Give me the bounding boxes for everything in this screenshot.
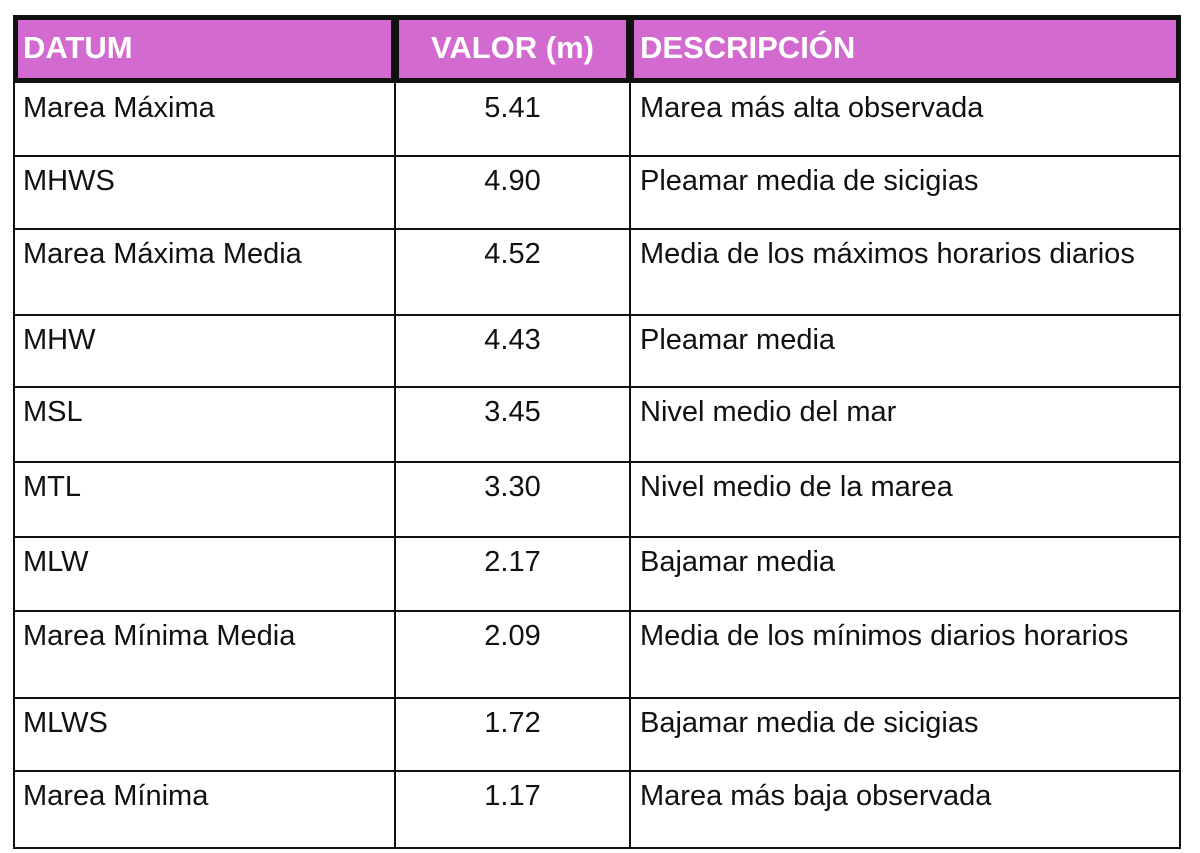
table-row: [13, 387, 1181, 462]
cell-valor: 1.17: [484, 780, 541, 812]
cell-datum: MHW: [23, 324, 96, 356]
cell-valor: 4.90: [484, 165, 541, 197]
table-row: [13, 83, 1181, 156]
header-border-left: [13, 15, 18, 83]
table-row: [13, 771, 1181, 848]
row-divider: [13, 697, 1181, 699]
cell-valor: 2.09: [484, 620, 541, 652]
column-divider-2: [629, 83, 631, 848]
cell-descripcion: Pleamar media: [640, 324, 836, 356]
row-divider: [13, 228, 1181, 230]
row-divider: [13, 314, 1181, 316]
row-divider: [13, 847, 1181, 849]
cell-valor: 3.30: [484, 471, 541, 503]
table-border-right: [1179, 83, 1181, 848]
cell-descripcion: Marea más alta observada: [640, 92, 984, 124]
column-divider-1: [394, 83, 396, 848]
cell-descripcion: Nivel medio de la marea: [640, 471, 953, 503]
cell-datum: MLW: [23, 546, 89, 578]
header-divider-1: [391, 15, 399, 83]
cell-datum: MTL: [23, 471, 81, 503]
header-border-top: [13, 15, 1181, 20]
table-row: [13, 462, 1181, 537]
cell-descripcion: Bajamar media de sicigias: [640, 707, 979, 739]
header-valor: VALOR (m): [430, 30, 595, 65]
table-row: [13, 698, 1181, 771]
row-divider: [13, 461, 1181, 463]
table-header-row: [13, 15, 1181, 83]
row-divider: [13, 610, 1181, 612]
cell-datum: Marea Mínima Media: [23, 620, 296, 652]
row-divider: [13, 386, 1181, 388]
cell-datum: Marea Mínima: [23, 780, 209, 812]
header-descripcion: DESCRIPCIÓN: [640, 30, 856, 65]
cell-descripcion: Media de los máximos horarios diarios: [640, 238, 1135, 270]
table-border-left: [13, 83, 15, 848]
cell-valor: 4.52: [484, 238, 541, 270]
table-row: [13, 229, 1181, 315]
cell-datum: Marea Máxima Media: [23, 238, 302, 270]
header-border-right: [1176, 15, 1181, 83]
table-row: [13, 315, 1181, 387]
cell-datum: MLWS: [23, 707, 108, 739]
cell-datum: MSL: [23, 396, 83, 428]
cell-datum: Marea Máxima: [23, 92, 215, 124]
cell-valor: 5.41: [484, 92, 541, 124]
cell-descripcion: Bajamar media: [640, 546, 836, 578]
header-border-bottom: [13, 78, 1181, 83]
cell-valor: 3.45: [484, 396, 541, 428]
header-datum: DATUM: [23, 30, 133, 65]
cell-descripcion: Nivel medio del mar: [640, 396, 897, 428]
cell-valor: 2.17: [484, 546, 541, 578]
row-divider: [13, 155, 1181, 157]
cell-descripcion: Media de los mínimos diarios horarios: [640, 620, 1129, 652]
cell-valor: 4.43: [484, 324, 541, 356]
cell-datum: MHWS: [23, 165, 115, 197]
row-divider: [13, 770, 1181, 772]
table-row: [13, 156, 1181, 229]
header-divider-2: [626, 15, 634, 83]
row-divider: [13, 536, 1181, 538]
tide-datum-table: [13, 15, 1181, 850]
cell-valor: 1.72: [484, 707, 541, 739]
table-row: [13, 611, 1181, 698]
cell-descripcion: Marea más baja observada: [640, 780, 992, 812]
table-row: [13, 537, 1181, 611]
cell-descripcion: Pleamar media de sicigias: [640, 165, 979, 197]
